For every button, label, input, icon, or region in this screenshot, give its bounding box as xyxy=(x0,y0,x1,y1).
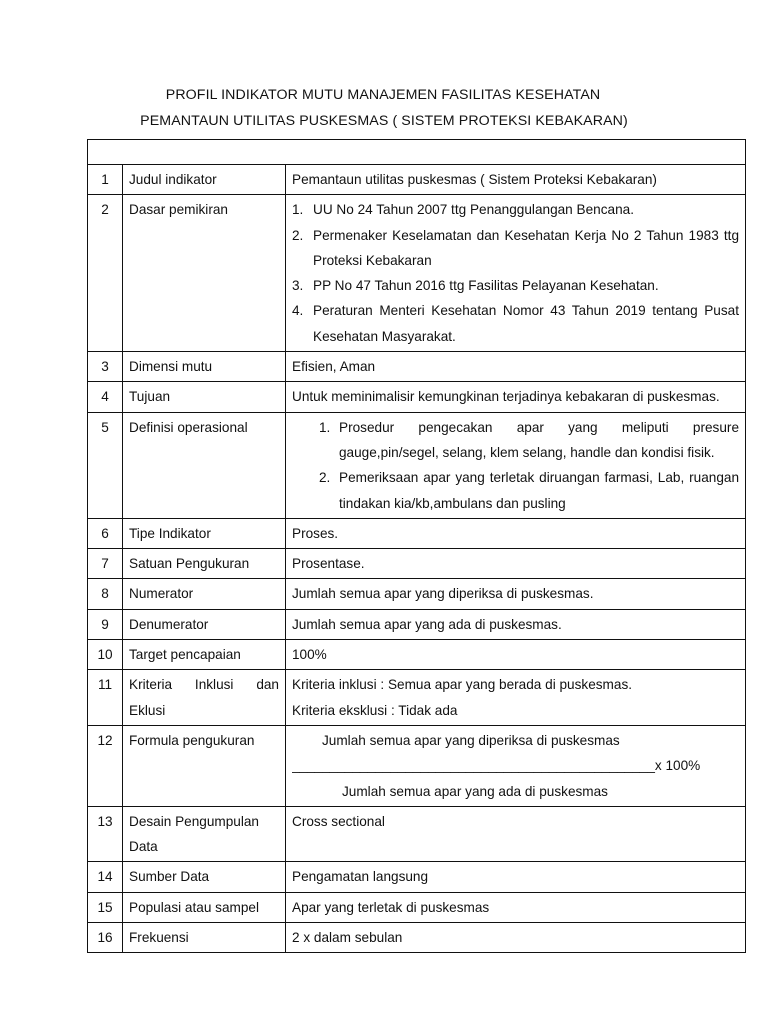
table-row xyxy=(88,892,746,922)
row-value xyxy=(286,412,746,518)
table-row xyxy=(88,352,746,382)
row-label: Desain Pengumpulan Data xyxy=(123,806,286,862)
row-number: 15 xyxy=(88,892,123,922)
row-value: Pemantaun utilitas puskesmas ( Sistem Proteksi Kebakaran) xyxy=(286,165,746,195)
inclusion-criteria: Kriteria inklusi : Semua apar yang berada di puskesmas. xyxy=(292,677,633,693)
row-label: Definisi operasional xyxy=(123,412,286,518)
measurement-formula xyxy=(286,725,746,806)
table-row xyxy=(88,195,746,352)
row-number: 14 xyxy=(88,862,123,892)
table-row xyxy=(88,609,746,639)
row-label: Tujuan xyxy=(123,382,286,412)
row-number: 7 xyxy=(88,549,123,579)
row-number: 5 xyxy=(88,412,123,518)
row-label: Dasar pemikiran xyxy=(123,195,286,352)
document-title-line2: PEMANTAUN UTILITAS PUSKESMAS ( SISTEM PROTEKSI KEBAKARAN) xyxy=(140,113,628,129)
list-item: 3. PP No 47 Tahun 2016 ttg Fasilitas Pelayanan Kesehatan. xyxy=(292,278,659,294)
row-value: Efisien, Aman xyxy=(286,352,746,382)
row-label: Populasi atau sampel xyxy=(123,892,286,922)
row-value: Proses. xyxy=(286,518,746,548)
list-item: 2. Pemeriksaan apar yang terletak diruangan farmasi, Lab, ruangan tindakan kia/kb,ambulans dan pusling xyxy=(319,470,740,511)
operational-definition-list xyxy=(292,415,739,516)
row-number: 1 xyxy=(88,165,123,195)
row-label: Sumber Data xyxy=(123,862,286,892)
formula-fraction-line: ________________________________________________x 100% xyxy=(292,758,701,774)
row-number: 6 xyxy=(88,518,123,548)
row-label: Satuan Pengukuran xyxy=(123,549,286,579)
table-row xyxy=(88,579,746,609)
label-line: Kriteria Inklusi dan xyxy=(129,677,279,693)
table-row xyxy=(88,165,746,195)
row-number: 4 xyxy=(88,382,123,412)
table-row xyxy=(88,549,746,579)
table-row xyxy=(88,725,746,806)
table-row xyxy=(88,923,746,953)
formula-denominator: Jumlah semua apar yang ada di puskesmas xyxy=(342,783,608,799)
row-number: 13 xyxy=(88,806,123,862)
table-row xyxy=(88,412,746,518)
row-value: Jumlah semua apar yang diperiksa di puskesmas. xyxy=(286,579,746,609)
row-value: Untuk meminimalisir kemungkinan terjadinya kebakaran di puskesmas. xyxy=(286,382,746,412)
list-item: 1. Prosedur pengecakan apar yang meliputi presure gauge,pin/segel, selang, klem selang, handle dan kondisi fisik. xyxy=(319,419,740,460)
row-number: 8 xyxy=(88,579,123,609)
list-item: 1. UU No 24 Tahun 2007 ttg Penanggulangan Bencana. xyxy=(292,202,634,218)
row-value: Apar yang terletak di puskesmas xyxy=(286,892,746,922)
formula-numerator: Jumlah semua apar yang diperiksa di puskesmas xyxy=(322,732,620,748)
row-value xyxy=(286,670,746,726)
row-number: 3 xyxy=(88,352,123,382)
legal-basis-list xyxy=(292,197,739,349)
row-label: Frekuensi xyxy=(123,923,286,953)
row-value: Cross sectional xyxy=(286,806,746,862)
row-label: Target pencapaian xyxy=(123,640,286,670)
row-value: Jumlah semua apar yang ada di puskesmas. xyxy=(286,609,746,639)
row-number: 16 xyxy=(88,923,123,953)
row-value: Pengamatan langsung xyxy=(286,862,746,892)
table-row xyxy=(88,670,746,726)
table-row xyxy=(88,518,746,548)
row-label: Kriteria Inklusi dan Eklusi xyxy=(123,670,286,726)
list-item: 4. Peraturan Menteri Kesehatan Nomor 43 Tahun 2019 tentang Pusat Kesehatan Masyarakat. xyxy=(292,303,740,344)
table-row xyxy=(88,862,746,892)
row-number: 12 xyxy=(88,725,123,806)
row-label: Dimensi mutu xyxy=(123,352,286,382)
document-title-line1: PROFIL INDIKATOR MUTU MANAJEMEN FASILITAS KESEHATAN xyxy=(165,87,601,103)
row-number: 10 xyxy=(88,640,123,670)
table-row xyxy=(88,806,746,862)
row-number: 9 xyxy=(88,609,123,639)
table-row xyxy=(88,640,746,670)
row-label: Denumerator xyxy=(123,609,286,639)
row-label: Numerator xyxy=(123,579,286,609)
table-row xyxy=(88,382,746,412)
indicator-profile-table xyxy=(87,139,746,953)
row-label: Tipe Indikator xyxy=(123,518,286,548)
row-label: Judul indikator xyxy=(123,165,286,195)
row-value: 100% xyxy=(286,640,746,670)
row-value: 2 x dalam sebulan xyxy=(286,923,746,953)
row-value: Prosentase. xyxy=(286,549,746,579)
list-item: 2. Permenaker Keselamatan dan Kesehatan Kerja No 2 Tahun 1983 ttg Proteksi Kebakaran xyxy=(292,227,740,268)
table-header-blank-row xyxy=(88,140,746,165)
row-label: Formula pengukuran xyxy=(123,725,286,806)
row-number: 2 xyxy=(88,195,123,352)
row-number: 11 xyxy=(88,670,123,726)
row-value xyxy=(286,195,746,352)
exclusion-criteria: Kriteria eksklusi : Tidak ada xyxy=(292,702,458,718)
blank-cell xyxy=(88,140,746,165)
